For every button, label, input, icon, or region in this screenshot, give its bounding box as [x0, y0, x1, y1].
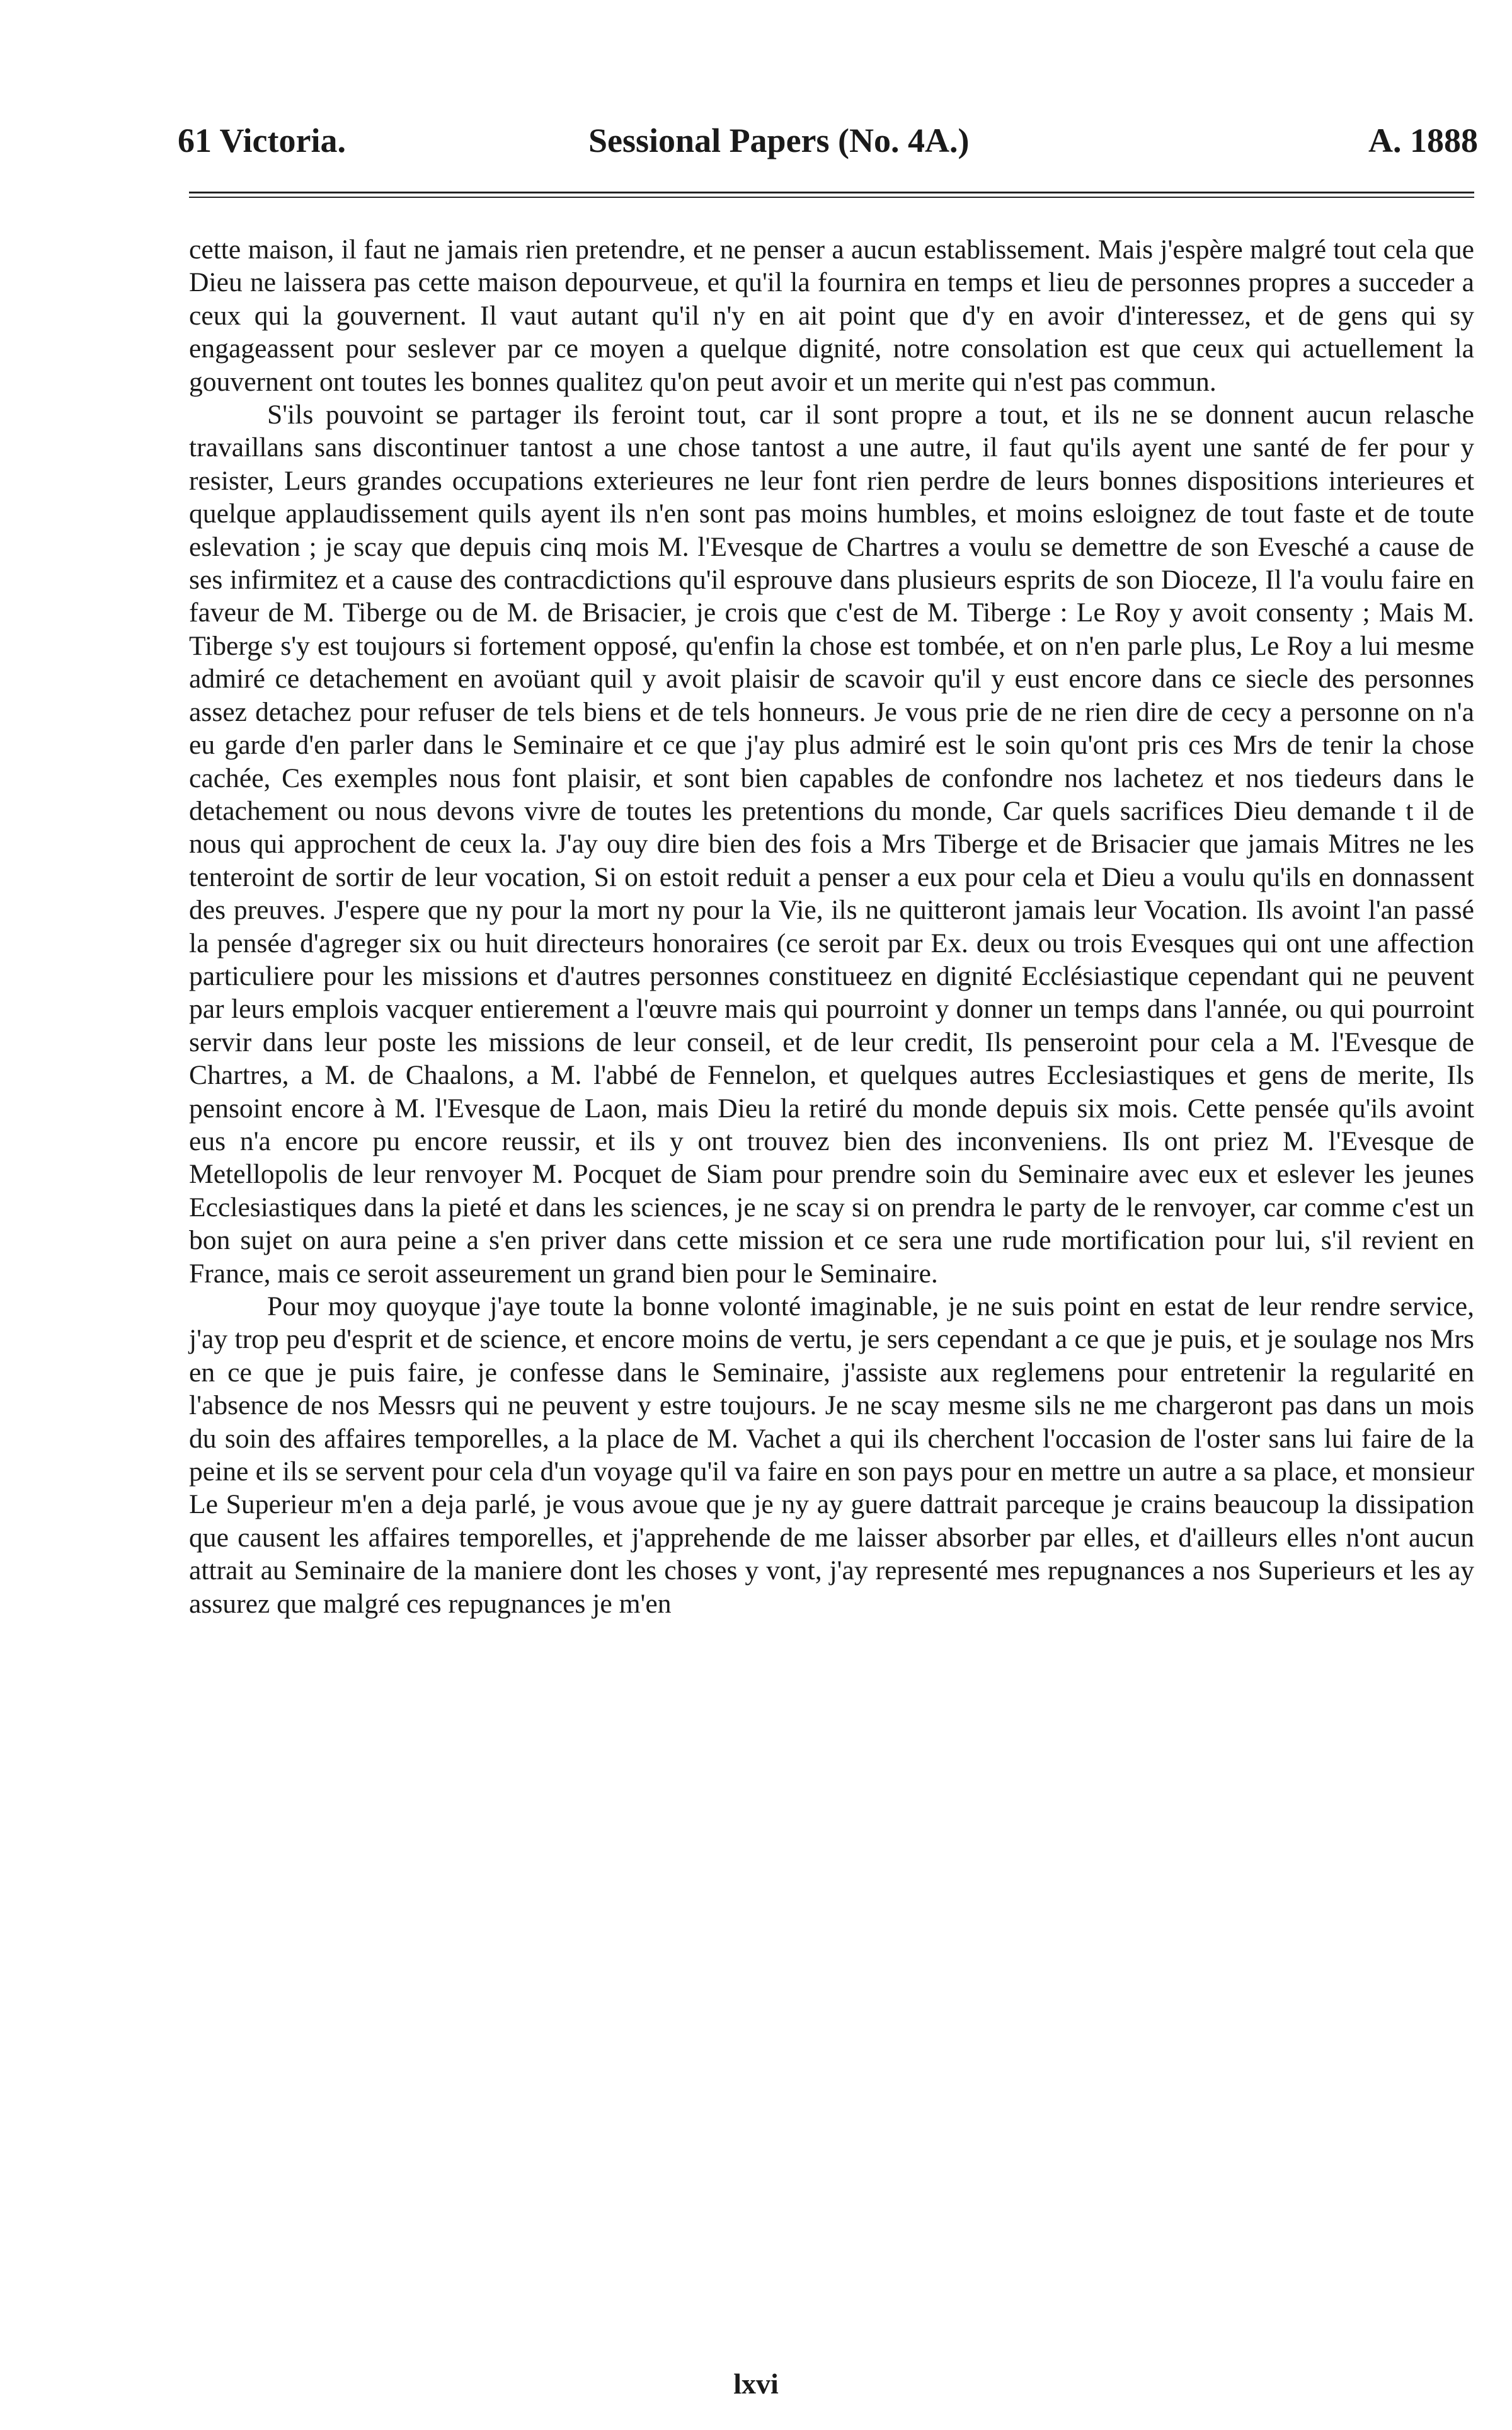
- paragraph-1: cette maison, il faut ne jamais rien pretendre, et ne penser a aucun establissement. Mais j'espère malgré tout cela que Dieu ne laissera pas cette maison depourveue, et qu'il la fournira en temps et lieu de personnes propres a succeder a ceux qui la gouvernent. Il vaut autant qu'il n'y en ait point que d'y en avoir d'interessez, et de gens qui sy engageassent pour seslever par ce moyen a quelque dignité, notre consolation est que ceux qui actuellement la gouvernent ont toutes les bonnes qualitez qu'on peut avoir et un merite qui n'est pas commun.: [189, 234, 1474, 397]
- paragraph-3: Pour moy quoyque j'aye toute la bonne volonté imaginable, je ne suis point en estat de leur rendre service, j'ay trop peu d'esprit et de science, et encore moins de vertu, je sers cependant a ce que je puis, et je soulage nos Mrs en ce que je puis faire, je confesse dans le Seminaire, j'assiste aux reglemens pour entretenir la regularité en l'absence de nos Messrs qui ne peuvent y estre toujours. Je ne scay mesme sils ne me chargeront pas dans un mois du soin des affaires temporelles, a la place de M. Vachet a qui ils cherchent l'occasion de l'oster sans lui faire de la peine et ils se servent pour cela d'un voyage qu'il va faire en son pays pour en mettre un autre a sa place, et monsieur Le Superieur m'en a deja parlé, je vous avoue que je ny ay guere dattrait parceque je crains beaucoup la dissipation que causent les affaires temporelles, et j'apprehende de me laisser absorber par elles, et d'ailleurs elles n'ont aucun attrait au Seminaire de la maniere dont les choses y vont, j'ay representé mes repugnances a nos Superieurs et les ay assurez que malgré ces repugnances je m'en: [189, 1291, 1474, 1619]
- header-title: Sessional Papers (No. 4A.): [588, 122, 970, 159]
- body-text: [189, 233, 1474, 1620]
- running-header: [178, 118, 1478, 163]
- header-rule: [189, 192, 1474, 198]
- page-number: lxvi: [733, 2368, 779, 2400]
- header-volume: 61 Victoria.: [178, 122, 346, 159]
- header-year: A. 1888: [1368, 122, 1478, 159]
- paragraph-2: S'ils pouvoint se partager ils feroint tout, car il sont propre a tout, et ils ne se donnent aucun relasche travaillans sans discontinuer tantost a une chose tantost a une autre, il faut qu'ils ayent une santé de fer pour y resister, Leurs grandes occupations exterieures ne leur font rien perdre de leurs bonnes dispositions interieures et quelque applaudissement quils ayent ils n'en sont pas moins humbles, et moins esloignez de tout faste et de toute eslevation ; je scay que depuis cinq mois M. l'Evesque de Chartres a voulu se demettre de son Evesché a cause de ses infirmitez et a cause des contracdictions qu'il esprouve dans plusieurs esprits de son Dioceze, Il l'a voulu faire en faveur de M. Tiberge ou de M. de Brisacier, je crois que c'est de M. Tiberge : Le Roy y avoit consenty ; Mais M. Tiberge s'y est toujours si fortement opposé, qu'enfin la chose est tombée, et on n'en parle plus, Le Roy a lui mesme admiré ce detachement en avoüant quil y avoit plaisir de scavoir qu'il y eust encore dans ce siecle des personnes assez detachez pour refuser de tels biens et de tels honneurs. Je vous prie de ne rien dire de cecy a personne on n'a eu garde d'en parler dans le Seminaire et ce que j'ay plus admiré est le soin qu'ont pris ces Mrs de tenir la chose cachée, Ces exemples nous font plaisir, et sont bien capables de confondre nos lachetez et nos tiedeurs dans le detachement ou nous devons vivre de toutes les pretentions du monde, Car quels sacrifices Dieu demande t il de nous qui approchent de ceux la. J'ay ouy dire bien des fois a Mrs Tiberge et de Brisacier que jamais Mitres ne les tenteroint de sortir de leur vocation, Si on estoit reduit a penser a eux pour cela et Dieu a voulu qu'ils en donnassent des preuves. J'espere que ny pour la mort ny pour la Vie, ils ne quitteront jamais leur Vocation. Ils avoint l'an passé la pensée d'agreger six ou huit directeurs honoraires (ce seroit par Ex. deux ou trois Evesques qui ont une affection particuliere pour les missions et d'autres personnes constitueez en dignité Ecclésiastique cependant qui ne peuvent par leurs emplois vacquer entierement a l'œuvre mais qui pourroint y donner un temps dans l'année, ou qui pourroint servir dans leur poste les missions de leur conseil, et de leur credit, Ils penseroint pour cela a M. l'Evesque de Chartres, a M. de Chaalons, a M. l'abbé de Fennelon, et quelques autres Ecclesiastiques et gens de merite, Ils pensoint encore à M. l'Evesque de Laon, mais Dieu la retiré du monde depuis six mois. Cette pensée qu'ils avoint eus n'a encore pu encore reussir, et ils y ont trouvez bien des inconveniens. Ils ont priez M. l'Evesque de Metellopolis de leur renvoyer M. Pocquet de Siam pour prendre soin du Seminaire avec eux et eslever les jeunes Ecclesiastiques dans la pieté et dans les sciences, je ne scay si on prendra le party de le renvoyer, car comme c'est un bon sujet on aura peine a s'en priver dans cette mission et ce sera une rude mortification pour lui, s'il revient en France, mais ce seroit asseurement un grand bien pour le Seminaire.: [189, 400, 1474, 1289]
